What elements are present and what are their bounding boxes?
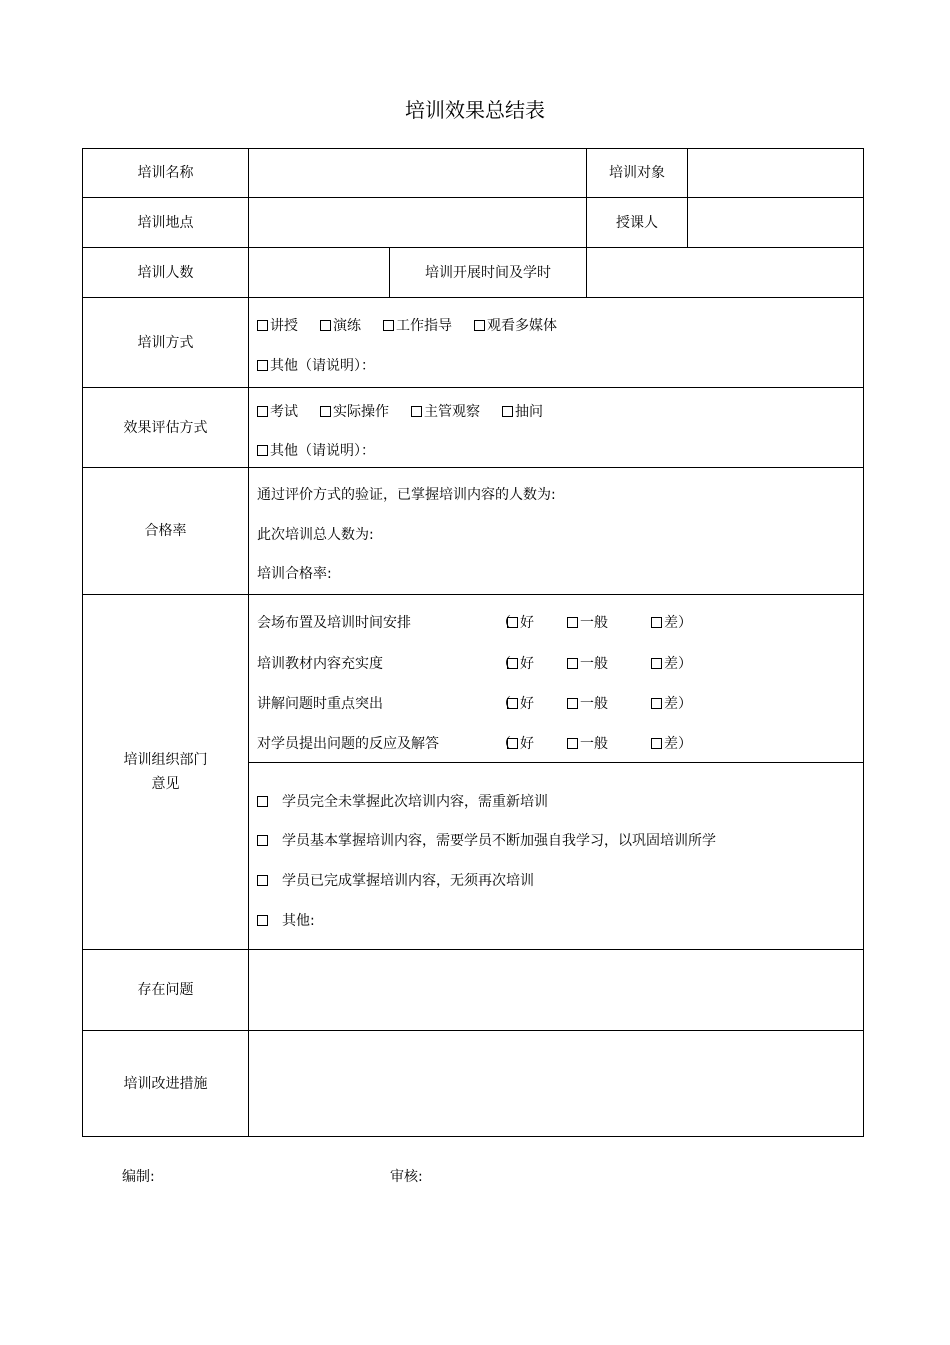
checkbox-icon[interactable] [257, 320, 268, 331]
rating-paren: （ [497, 736, 511, 752]
checkbox-icon[interactable] [257, 445, 268, 456]
rating-paren: （ [497, 615, 511, 631]
checkbox-icon[interactable] [320, 406, 331, 417]
evaluation-method-options [257, 402, 565, 422]
training-location-label: 培训地点 [137, 214, 194, 231]
pass-rate-label: 合格率 [144, 523, 187, 539]
checkbox-icon[interactable] [257, 835, 268, 846]
dept-opinion-label-line2: 意见 [151, 776, 180, 792]
evaluation-other-option[interactable]: 其他（请说明）： [257, 441, 375, 461]
checkbox-icon[interactable] [507, 738, 518, 749]
checkbox-icon[interactable] [320, 320, 331, 331]
rating-poor-option[interactable]: 差） [651, 734, 692, 754]
participant-count-label: 培训人数 [137, 264, 194, 281]
rating-item-text: 对学员提出问题的反应及解答 [257, 736, 439, 752]
rating-fair-option[interactable]: 一般 [567, 613, 608, 633]
checkbox-icon[interactable] [257, 360, 268, 371]
checkbox-icon[interactable] [567, 617, 578, 628]
rating-paren: （ [497, 696, 511, 712]
rating-fair-option[interactable]: 一般 [567, 654, 608, 674]
checkbox-icon[interactable] [507, 658, 518, 669]
improvement-field[interactable] [249, 1031, 863, 1136]
pass-rate-text: 培训合格率: [257, 566, 332, 582]
checkbox-icon[interactable] [383, 320, 394, 331]
total-count-text: 此次培训总人数为: [257, 527, 374, 543]
method-option[interactable]: 工作指导 [383, 316, 452, 336]
rating-good-option[interactable]: 好 [507, 654, 534, 674]
checkbox-icon[interactable] [507, 617, 518, 628]
improvement-label: 培训改进措施 [123, 1075, 208, 1092]
rating-item-text: 会场布置及培训时间安排 [257, 615, 411, 631]
conclusion-option[interactable]: 学员完全未掌握此次培训内容，需重新培训 [257, 792, 548, 812]
evaluation-option[interactable]: 主管观察 [411, 402, 480, 422]
method-other-option[interactable]: 其他（请说明）： [257, 356, 375, 376]
training-location-field[interactable] [249, 198, 586, 247]
conclusion-option[interactable]: 学员已完成掌握培训内容，无须再次培训 [257, 871, 534, 891]
summary-form [82, 148, 864, 1137]
training-name-label: 培训名称 [137, 165, 194, 181]
mastered-count-text: 通过评价方式的验证，已掌握培训内容的人数为: [257, 487, 556, 503]
dept-opinion-label-line1: 培训组织部门 [123, 752, 208, 768]
rating-item-text: 培训教材内容充实度 [257, 656, 383, 672]
rating-fair-option[interactable]: 一般 [567, 694, 608, 714]
prepared-by-label: 编制: [122, 1169, 155, 1185]
checkbox-icon[interactable] [257, 915, 268, 926]
rating-poor-option[interactable]: 差） [651, 694, 692, 714]
checkbox-icon[interactable] [567, 698, 578, 709]
training-time-field[interactable] [587, 248, 863, 297]
training-target-field[interactable] [688, 149, 863, 197]
reviewed-by-label: 审核: [390, 1169, 423, 1185]
rating-good-option[interactable]: 好 [507, 694, 534, 714]
evaluation-option[interactable]: 抽问 [502, 402, 543, 422]
checkbox-icon[interactable] [651, 658, 662, 669]
evaluation-option[interactable]: 考试 [257, 402, 298, 422]
conclusion-option[interactable]: 其他: [257, 911, 315, 931]
lecturer-field[interactable] [688, 198, 863, 247]
rating-poor-option[interactable]: 差） [651, 613, 692, 633]
lecturer-label: 授课人 [616, 214, 658, 231]
evaluation-method-label: 效果评估方式 [123, 419, 208, 436]
checkbox-icon[interactable] [651, 738, 662, 749]
rating-poor-option[interactable]: 差） [651, 654, 692, 674]
checkbox-icon[interactable] [567, 658, 578, 669]
rating-fair-option[interactable]: 一般 [567, 734, 608, 754]
checkbox-icon[interactable] [507, 698, 518, 709]
method-option[interactable]: 观看多媒体 [474, 316, 557, 336]
checkbox-icon[interactable] [257, 875, 268, 886]
training-time-label: 培训开展时间及学时 [425, 264, 551, 281]
checkbox-icon[interactable] [257, 796, 268, 807]
conclusion-option[interactable]: 学员基本掌握培训内容，需要学员不断加强自我学习，以巩固培训所学 [257, 831, 716, 851]
dept-opinion-label [83, 595, 248, 949]
checkbox-icon[interactable] [651, 617, 662, 628]
checkbox-icon[interactable] [474, 320, 485, 331]
participant-count-field[interactable] [249, 248, 389, 297]
checkbox-icon[interactable] [502, 406, 513, 417]
checkbox-icon[interactable] [257, 406, 268, 417]
evaluation-option[interactable]: 实际操作 [320, 402, 389, 422]
checkbox-icon[interactable] [567, 738, 578, 749]
problems-field[interactable] [249, 950, 863, 1030]
rating-paren: （ [497, 656, 511, 672]
method-option[interactable]: 讲授 [257, 316, 298, 336]
training-method-label: 培训方式 [137, 334, 194, 351]
training-method-options [257, 316, 579, 336]
training-name-field[interactable] [249, 149, 586, 197]
rating-item-text: 讲解问题时重点突出 [257, 696, 383, 712]
checkbox-icon[interactable] [651, 698, 662, 709]
rating-good-option[interactable]: 好 [507, 613, 534, 633]
training-target-label: 培训对象 [609, 165, 665, 181]
rating-good-option[interactable]: 好 [507, 734, 534, 754]
checkbox-icon[interactable] [411, 406, 422, 417]
page-title: 培训效果总结表 [405, 98, 545, 122]
problems-label: 存在问题 [137, 982, 194, 998]
method-option[interactable]: 演练 [320, 316, 361, 336]
